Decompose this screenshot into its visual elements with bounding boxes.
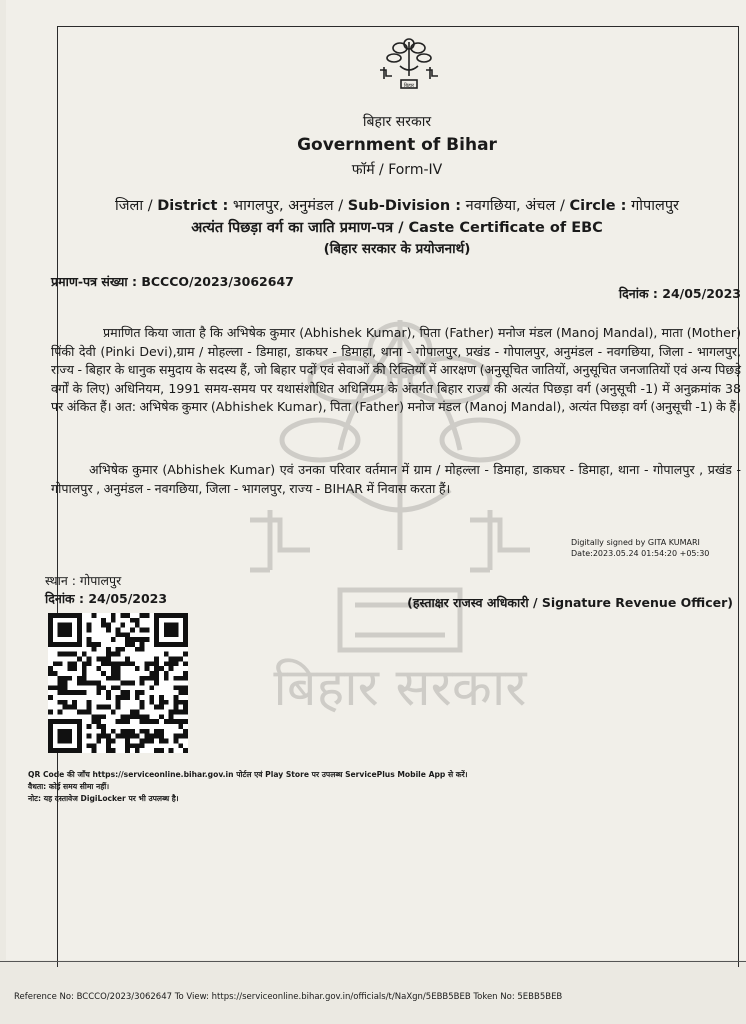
signing-date: दिनांक : 24/05/2023 [45, 591, 168, 606]
signature-officer-title: (हस्ताक्षर राजस्व अधिकारी / Signature Revenue Officer) [407, 595, 733, 610]
digital-signature [571, 537, 709, 559]
qr-note-verify: QR Code की जाँच https://serviceonline.bihar.gov.in पोर्टल एवं Play Store पर उपलब्ध ServicePlus Mobile App से करें। [28, 770, 468, 779]
residence-paragraph: अभिषेक कुमार (Abhishek Kumar) एवं उनका परिवार वर्तमान में ग्राम / मोहल्ला - डिमाहा, डाकघर - डिमाहा, थाना - गोपालपुर , प्रखंड - गोपालपुर , अनुमंडल - नवगछिया, जिला - भागलपुर, राज्य - BIHAR में निवास करता हैं। [51, 462, 741, 496]
district-value: भागलपुर, अनुमंडल / [228, 198, 348, 214]
circle-value: गोपालपुर [626, 198, 679, 214]
certificate-purpose: (बिहार सरकार के प्रयोजनार्थ) [323, 241, 471, 257]
certificate-title: अत्यंत पिछड़ा वर्ग का जाति प्रमाण-पत्र / Caste Certificate of EBC [191, 220, 603, 236]
emblem-text: बिहार [403, 83, 415, 89]
footer-divider [0, 961, 746, 962]
district-label: District : [157, 198, 229, 214]
issue-date: दिनांक : 24/05/2023 [618, 286, 741, 301]
qr-code [48, 613, 188, 753]
circle-label: Circle : [569, 198, 627, 214]
title-english: Government of Bihar [297, 135, 497, 155]
subdivision-label: Sub-Division : [347, 198, 462, 214]
digital-signature-date: Date:2023.05.24 01:54:20 +05:30 [571, 549, 710, 558]
subdivision-value: नवगछिया, अंचल / [461, 198, 570, 214]
watermark-text: बिहार सरकार [273, 658, 527, 718]
certification-paragraph: प्रमाणित किया जाता है कि अभिषेक कुमार (Abhishek Kumar), पिता (Father) मनोज मंडल (Manoj Mandal), माता (Mother) पिंकी देवी (Pinki Devi),ग्राम / मोहल्ला - डिमाहा, डाकघर - डिमाहा, थाना - गोपालपुर, प्रखंड - गोपालपुर, अनुमंडल - नवगछिया, जिला - भागलपुर, राज्य - बिहार के धानुक समुदाय के सदस्य हैं, जो बिहार पदों एवं सेवाओं की रिक्तियों में आरक्षण (अनुसूचित जातियों, अनुसूचित जनजातियों एवं अन्य पिछड़े वर्गों के लिए) अधिनियम, 1991 समय-समय पर यथासंशोधित अधिनियम के अंतर्गत बिहार राज्य की अत्यंत पिछड़ा वर्ग (अनुसूची -1) में अनुक्रमांक 38 पर अंकित हैं। अत: अभिषेक कुमार (Abhishek Kumar), पिता (Father) मनोज मंडल (Manoj Mandal), अत्यंत पिछड़ा वर्ग (अनुसूची -1) के हैं। [51, 325, 741, 414]
jurisdiction-line [57, 195, 737, 215]
qr-note-validity: वैधता: कोई समय सीमा नहीं। [28, 782, 110, 791]
district-prefix: जिला / [114, 198, 158, 214]
reference-footer: Reference No: BCCCO/2023/3062647 To View: https://serviceonline.bihar.gov.in/officials/t/NaXgn/5EBB5BEB Token No: 5EBB5BEB [14, 992, 563, 1002]
qr-note-digilocker: नोट: यह दस्तावेज DigiLocker पर भी उपलब्ध है। [28, 794, 179, 803]
bihar-emblem-icon [376, 36, 442, 96]
certificate-number: प्रमाण-पत्र संख्या : BCCCO/2023/3062647 [51, 274, 294, 289]
qr-notes [28, 769, 468, 805]
title-hindi: बिहार सरकार [362, 114, 432, 130]
form-number: फॉर्म / Form-IV [351, 162, 443, 178]
signing-place: स्थान : गोपालपुर [45, 573, 122, 588]
digital-signature-name: Digitally signed by GITA KUMARI [571, 538, 700, 547]
